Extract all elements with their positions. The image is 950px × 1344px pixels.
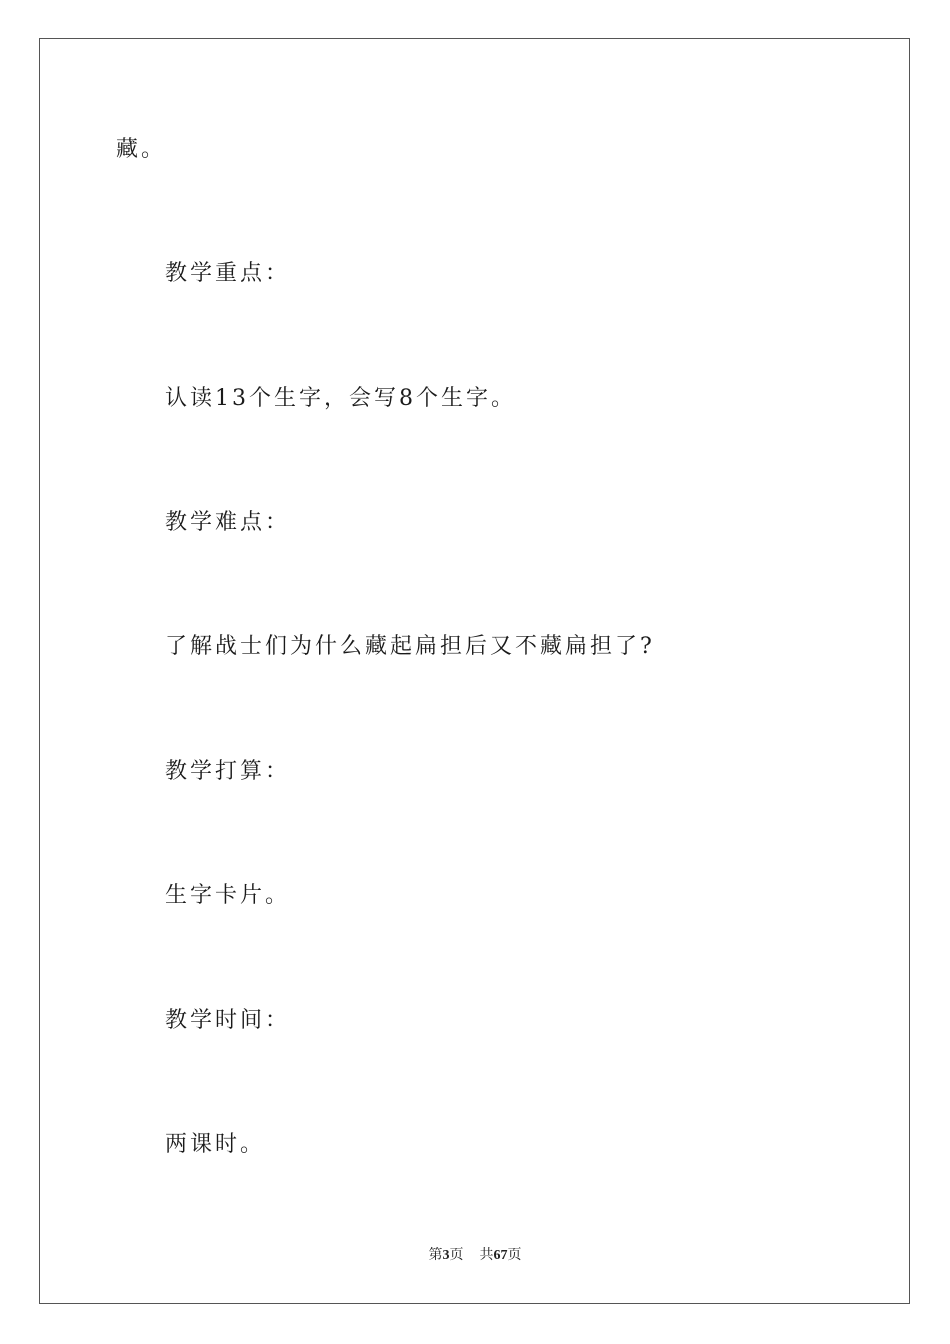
heading-teaching-preparation: 教学打算： xyxy=(165,759,291,784)
heading-teaching-focus: 教学重点： xyxy=(165,261,291,286)
heading-teaching-time: 教学时间： xyxy=(165,1008,291,1033)
footer-total-suffix: 页 xyxy=(507,1248,522,1263)
footer-total-prefix: 共 xyxy=(479,1248,494,1263)
text-teaching-difficulty: 了解战士们为什么藏起扁担后又不藏扁担了? xyxy=(165,634,655,659)
heading-teaching-difficulty: 教学难点： xyxy=(165,510,291,535)
footer-page-prefix: 第 xyxy=(428,1248,443,1263)
text-teaching-time: 两课时。 xyxy=(165,1132,266,1157)
text-line-continuation: 藏。 xyxy=(116,137,167,162)
text-teaching-focus: 认读13个生字，会写8个生字。 xyxy=(165,386,516,411)
page-footer xyxy=(0,1247,950,1265)
footer-page-suffix: 页 xyxy=(449,1248,464,1263)
footer-total-pages: 67 xyxy=(493,1248,508,1263)
footer-page-number: 3 xyxy=(442,1248,450,1263)
text-teaching-preparation: 生字卡片。 xyxy=(165,883,291,908)
page-border xyxy=(39,38,910,1304)
